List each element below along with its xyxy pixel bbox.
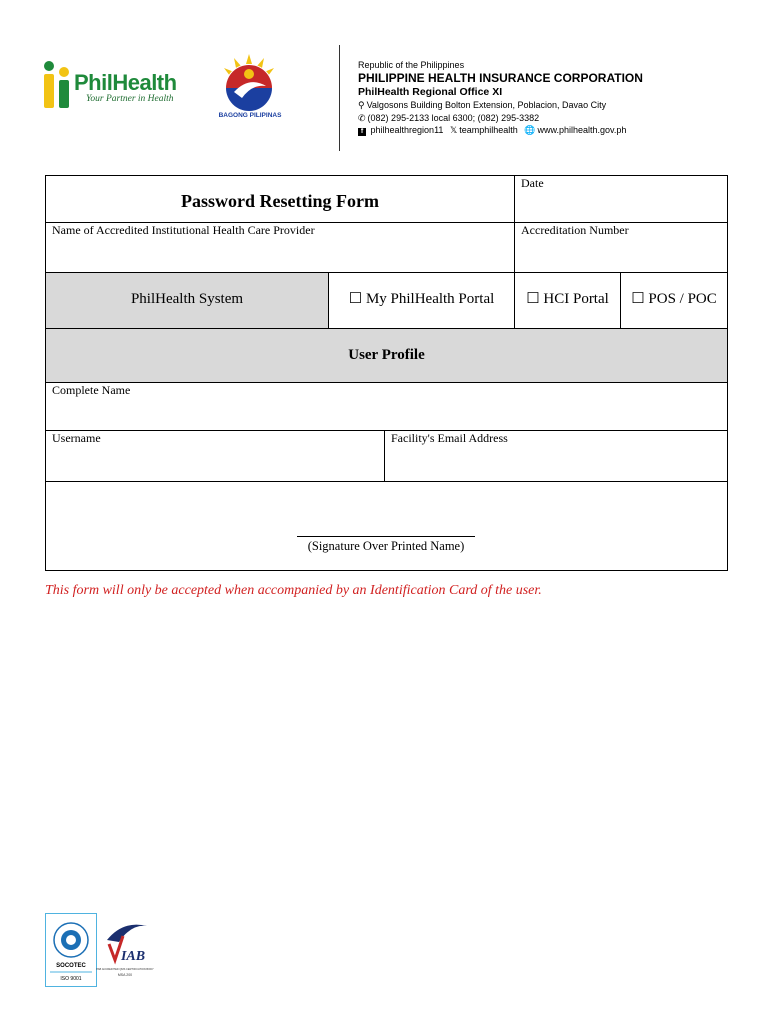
iab-name: IAB xyxy=(120,949,146,964)
x-handle[interactable]: teamphilhealth xyxy=(459,125,518,135)
accreditation-number-label: Accreditation Number xyxy=(521,223,629,237)
user-profile-header xyxy=(45,328,728,383)
provider-name-field[interactable] xyxy=(45,222,515,273)
facebook-handle[interactable]: philhealthregion11 xyxy=(370,125,444,135)
option-label: My PhilHealth Portal xyxy=(365,291,495,307)
regional-office: PhilHealth Regional Office XI xyxy=(358,86,503,98)
checkbox-icon[interactable]: ☐ xyxy=(526,291,540,307)
username-label: Username xyxy=(52,431,101,445)
socotec-name: SOCOTEC xyxy=(56,963,86,969)
bagong-pilipinas-seal-icon xyxy=(214,52,284,114)
office-phone xyxy=(358,113,539,124)
iab-accreditation-logo xyxy=(96,918,154,984)
option-label: POS / POC xyxy=(648,291,717,307)
address-text: Valgosons Building Bolton Extension, Poblacion, Davao City xyxy=(366,100,607,110)
phone-icon: ✆ xyxy=(358,113,366,123)
bagong-pilipinas-text: BAGONG PILIPINAS xyxy=(218,112,282,119)
facebook-icon: f xyxy=(358,128,366,136)
option-my-philhealth-portal[interactable] xyxy=(328,272,515,329)
x-icon: 𝕏 xyxy=(449,125,458,135)
iab-accreditation-icon xyxy=(96,918,154,984)
phone-text: (082) 295-2133 local 6300; (082) 295-3382 xyxy=(367,113,540,123)
republic-text: Republic of the Philippines xyxy=(358,60,465,70)
facility-email-label: Facility's Email Address xyxy=(391,431,508,445)
checkbox-icon[interactable]: ☐ xyxy=(631,291,645,307)
date-label: Date xyxy=(521,176,544,190)
facility-email-field[interactable] xyxy=(384,430,728,482)
office-address xyxy=(358,100,606,111)
form-title: Password Resetting Form xyxy=(181,191,379,211)
form-title-cell xyxy=(45,175,515,223)
location-pin-icon: ⚲ xyxy=(358,100,365,110)
option-hci-portal[interactable] xyxy=(514,272,621,329)
option-pos-poc[interactable] xyxy=(620,272,728,329)
philhealth-wordmark: PhilHealth xyxy=(74,70,177,95)
socotec-certification-icon xyxy=(46,914,96,986)
corporation-name: PHILIPPINE HEALTH INSURANCE CORPORATION xyxy=(358,71,643,85)
socotec-iso-logo xyxy=(45,913,97,987)
complete-name-field[interactable] xyxy=(45,382,728,431)
user-profile-title: User Profile xyxy=(348,347,425,363)
username-field[interactable] xyxy=(45,430,385,482)
date-field[interactable] xyxy=(514,175,728,223)
accreditation-number-field[interactable] xyxy=(514,222,728,273)
option-label: HCI Portal xyxy=(543,291,609,307)
philhealth-system-cell xyxy=(45,272,329,329)
philhealth-system-label: PhilHealth System xyxy=(130,291,244,307)
iab-code: MSA 200 xyxy=(117,973,133,977)
philhealth-tagline: Your Partner in Health xyxy=(86,94,174,104)
website-link[interactable]: www.philhealth.gov.ph xyxy=(537,125,627,135)
signature-area[interactable] xyxy=(45,481,728,571)
globe-icon: 🌐 xyxy=(524,125,536,135)
philhealth-logo-icon xyxy=(42,58,76,116)
iab-caption: PAB ACCREDITED QMS CERTIFICATION BODY xyxy=(96,968,154,971)
signature-line xyxy=(297,536,475,537)
social-links xyxy=(358,125,626,136)
checkbox-icon[interactable]: ☐ xyxy=(348,291,363,307)
id-requirement-notice: This form will only be accepted when accompanied by an Identification Card of the user. xyxy=(45,583,542,598)
complete-name-label: Complete Name xyxy=(52,383,131,397)
provider-name-label: Name of Accredited Institutional Health Care Provider xyxy=(52,223,315,237)
header-divider xyxy=(339,45,340,151)
signature-label: (Signature Over Printed Name) xyxy=(307,539,465,553)
iso-label: ISO 9001 xyxy=(60,976,82,982)
